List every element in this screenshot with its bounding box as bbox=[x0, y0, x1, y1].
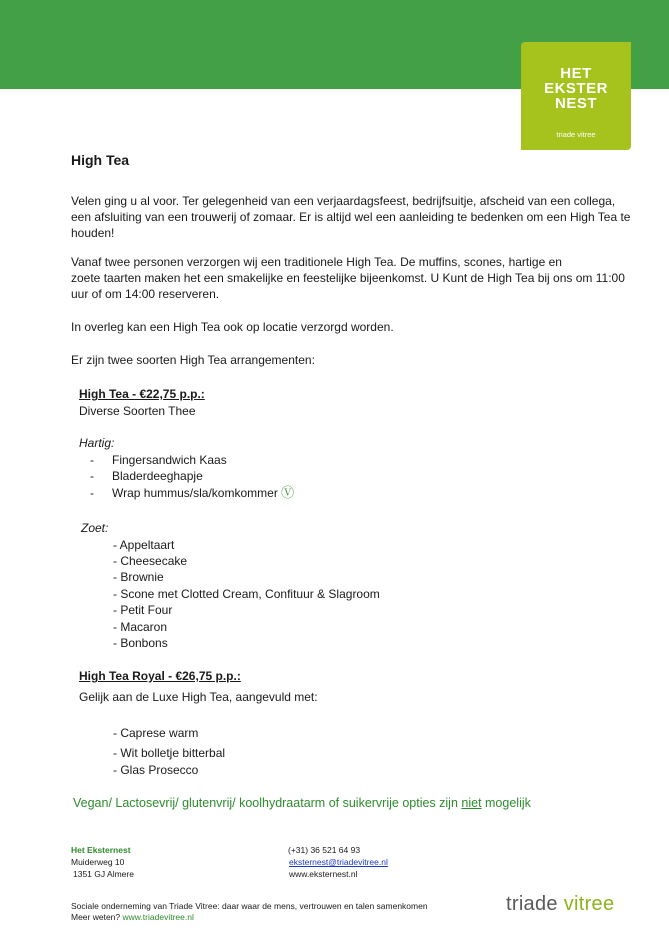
dietary-note-text: mogelijk bbox=[481, 796, 531, 810]
footer-phone: (+31) 36 521 64 93 bbox=[288, 845, 361, 855]
logo-line: EKSTER bbox=[544, 80, 608, 97]
list-item bbox=[112, 485, 294, 501]
footer-street: Muiderweg 10 bbox=[71, 857, 125, 867]
arrangement-subtitle: Diverse Soorten Thee bbox=[79, 404, 196, 418]
brand-word: triade bbox=[506, 893, 558, 915]
list-item: - Petit Four bbox=[113, 603, 173, 617]
logo-subtitle: triade vitree bbox=[556, 130, 596, 139]
triade-vitree-logo bbox=[506, 893, 614, 916]
dietary-note bbox=[73, 795, 531, 811]
logo-line: NEST bbox=[554, 95, 597, 112]
list-item: - Brownie bbox=[113, 570, 164, 584]
list-item: Bladerdeeghapje bbox=[112, 469, 203, 483]
arrangement-subtitle: Gelijk aan de Luxe High Tea, aangevuld met: bbox=[79, 690, 318, 704]
list-item: - Scone met Clotted Cream, Confituur & Slagroom bbox=[113, 587, 380, 601]
footer-website[interactable]: www.eksternest.nl bbox=[289, 869, 358, 879]
list-bullet: - bbox=[90, 453, 94, 467]
intro-line: houden! bbox=[71, 226, 115, 240]
footer-more-label: Meer weten? bbox=[71, 912, 123, 922]
hartig-label: Hartig: bbox=[79, 436, 115, 450]
intro-line: Vanaf twee personen verzorgen wij een traditionele High Tea. De muffins, scones, hartige en bbox=[71, 255, 562, 269]
footer-email-link[interactable]: eksternest@triadevitree.nl bbox=[289, 857, 388, 867]
brand-word: vitree bbox=[557, 893, 615, 915]
eksternest-logo bbox=[521, 42, 631, 150]
footer-tagline: Sociale onderneming van Triade Vitree: daar waar de mens, vertrouwen en talen samenkomen bbox=[71, 901, 428, 911]
arrangement-heading: High Tea - €22,75 p.p.: bbox=[79, 387, 205, 401]
list-item: - Glas Prosecco bbox=[113, 763, 199, 777]
zoet-label: Zoet: bbox=[81, 521, 109, 535]
list-item-text: Wrap hummus/sla/komkommer bbox=[112, 486, 278, 500]
footer-company-name: Het Eksternest bbox=[71, 845, 131, 855]
intro-line: zoete taarten maken het een smakelijke en feestelijke bijeenkomst. U Kunt de High Tea bij ons om 11:00 bbox=[71, 271, 625, 285]
list-bullet: - bbox=[90, 486, 94, 500]
dietary-note-emphasis: niet bbox=[461, 796, 482, 810]
list-bullet: - bbox=[90, 469, 94, 483]
list-item: - Macaron bbox=[113, 620, 168, 634]
arrangements-intro: Er zijn twee soorten High Tea arrangementen: bbox=[71, 353, 315, 367]
vegan-icon: Ⓥ bbox=[281, 485, 295, 500]
list-item: - Bonbons bbox=[113, 636, 168, 650]
list-item: - Wit bolletje bitterbal bbox=[113, 746, 226, 760]
list-item: - Cheesecake bbox=[113, 554, 188, 568]
intro-line: Velen ging u al voor. Ter gelegenheid van een verjaardagsfeest, bedrijfsuitje, afscheid van een collega, bbox=[71, 194, 616, 208]
dietary-note-text: Vegan/ Lactosevrij/ glutenvrij/ koolhydraatarm of suikervrije opties zijn bbox=[73, 796, 462, 810]
location-note: In overleg kan een High Tea ook op locatie verzorgd worden. bbox=[71, 320, 394, 334]
footer-city: 1351 GJ Almere bbox=[73, 869, 134, 879]
list-item: - Caprese warm bbox=[113, 726, 199, 740]
footer-more-info bbox=[71, 911, 194, 923]
list-item: Fingersandwich Kaas bbox=[112, 453, 227, 467]
intro-line: uur of om 14:00 reserveren. bbox=[71, 287, 220, 301]
intro-line: een afsluiting van een trouwerij of zomaar. Er is altijd wel een aanleiding te bedenken om een High Tea te bbox=[71, 210, 631, 224]
list-item: - Appeltaart bbox=[113, 538, 175, 552]
page-title: High Tea bbox=[71, 152, 130, 168]
logo-line: HET bbox=[560, 65, 592, 82]
footer-more-link[interactable]: www.triadevitree.nl bbox=[122, 912, 194, 922]
arrangement-heading: High Tea Royal - €26,75 p.p.: bbox=[79, 669, 241, 683]
